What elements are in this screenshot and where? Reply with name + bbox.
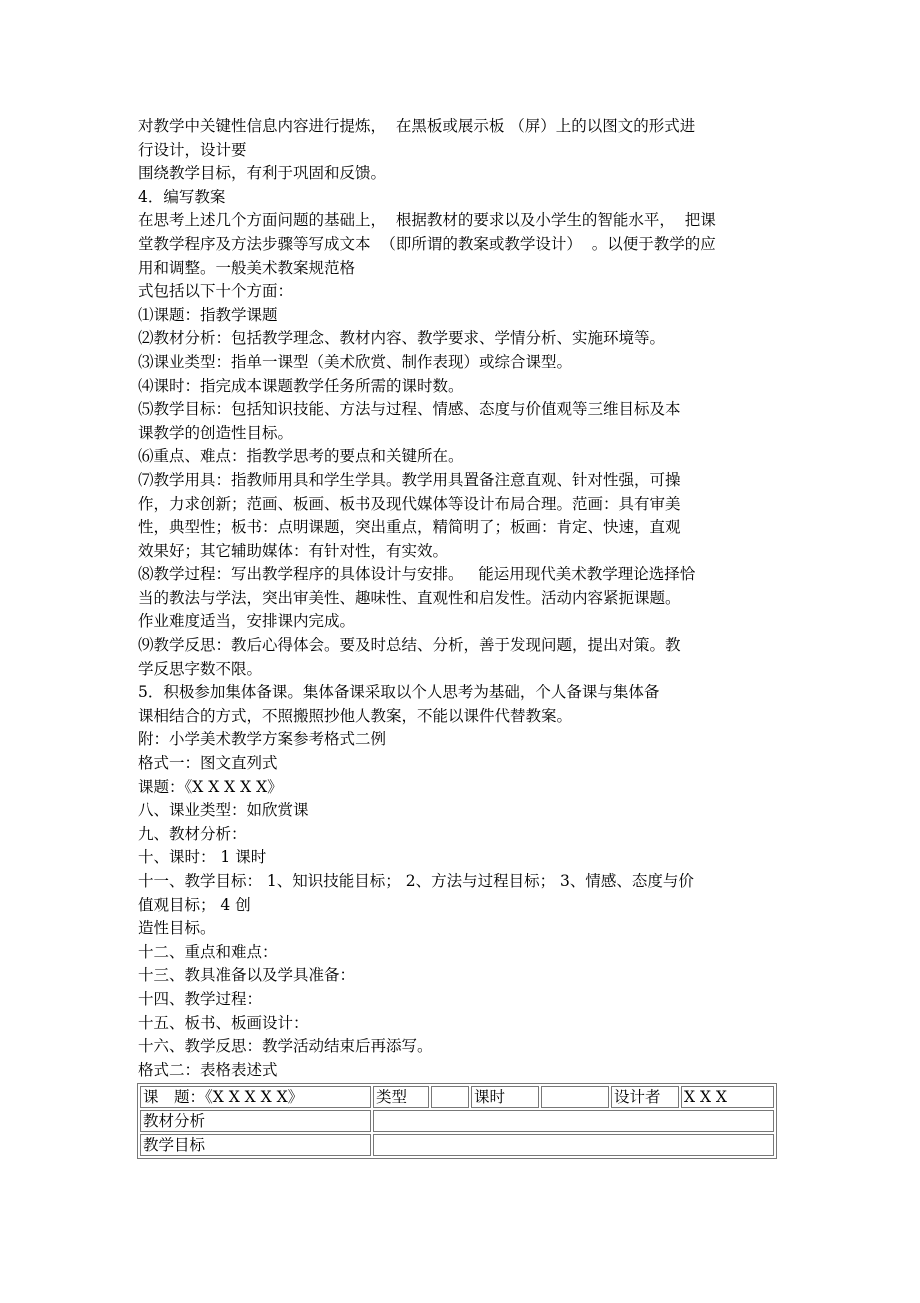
text-line: 对教学中关键性信息内容进行提炼， 在黑板或展示板 （屏）上的以图文的形式进 xyxy=(138,117,696,135)
text-line: ⑴课题：指教学课题 xyxy=(138,305,278,324)
lesson-plan-table-wrapper xyxy=(138,1083,788,1159)
text-line: 造性目标。 xyxy=(138,919,216,938)
type-label-cell: 类型 xyxy=(373,1086,429,1108)
text-line: 十三、教具准备以及学具准备： xyxy=(138,966,356,985)
text-line: 格式二：表格表述式 xyxy=(138,1060,278,1079)
text-line: 当的教法与学法，突出审美性、趣味性、直观性和启发性。活动内容紧扼课题。 xyxy=(138,588,681,607)
title-cell: 课 题：《X X X X X》 xyxy=(140,1086,371,1108)
text-line: ⑶课业类型：指单一课型（美术欣赏、制作表现）或综合课型。 xyxy=(138,352,573,371)
text-line: 5．积极参加集体备课。集体备课采取以个人思考为基础，个人备课与集体备 xyxy=(138,683,660,702)
designer-value-cell: X X X xyxy=(681,1086,774,1108)
type-value-cell xyxy=(431,1086,469,1108)
text-line: ⑵教材分析：包括教学理念、教材内容、教学要求、学情分析、实施环境等。 xyxy=(138,329,666,348)
hours-value-cell xyxy=(541,1086,609,1108)
text-line: 值观目标； 4 创 xyxy=(138,895,251,914)
text-line: 用和调整。一般美术教案规范格 xyxy=(138,258,356,277)
material-analysis-value xyxy=(373,1110,774,1132)
text-line: ⑺教学用具：指教师用具和学生学具。教学用具置备注意直观、针对性强，可操 xyxy=(138,470,681,489)
text-line: 在思考上述几个方面问题的基础上， 根据教材的要求以及小学生的智能水平， 把课 xyxy=(138,211,716,230)
designer-label-cell: 设计者 xyxy=(611,1086,679,1108)
table-row xyxy=(140,1134,774,1156)
text-line: 4．编写教案 xyxy=(138,187,226,206)
lesson-plan-table xyxy=(137,1083,777,1159)
text-line: 学反思字数不限。 xyxy=(138,659,263,678)
hours-label-cell: 课时 xyxy=(471,1086,539,1108)
text-line: 十二、重点和难点： xyxy=(138,942,278,961)
text-line: 作业难度适当，安排课内完成。 xyxy=(138,612,356,631)
text-line: 式包括以下十个方面： xyxy=(138,282,294,301)
table-row xyxy=(140,1086,774,1108)
text-line: ⑹重点、难点：指教学思考的要点和关键所在。 xyxy=(138,447,464,466)
text-line: 十六、教学反思：教学活动结束后再添写。 xyxy=(138,1037,433,1056)
text-line: 课教学的创造性目标。 xyxy=(138,423,294,442)
material-analysis-label: 教材分析 xyxy=(140,1110,371,1132)
text-line: 课相结合的方式，不照搬照抄他人教案，不能以课件代替教案。 xyxy=(138,706,573,725)
text-line: ⑼教学反思：教后心得体会。要及时总结、分析，善于发现问题，提出对策。教 xyxy=(138,636,681,655)
text-line: 作，力求创新；范画、板画、板书及现代媒体等设计布局合理。范画：具有审美 xyxy=(138,494,681,513)
text-line: 附：小学美术教学方案参考格式二例 xyxy=(138,730,387,749)
text-line: 围绕教学目标，有利于巩固和反馈。 xyxy=(138,164,387,183)
text-line: 八、课业类型：如欣赏课 xyxy=(138,801,309,820)
text-line: 十五、板书、板画设计： xyxy=(138,1013,309,1032)
text-line: 格式一：图文直列式 xyxy=(138,754,278,773)
text-line: ⑷课时：指完成本课题教学任务所需的课时数。 xyxy=(138,376,464,395)
text-line: 十、课时： 1 课时 xyxy=(138,848,267,867)
text-line: 行设计，设计要 xyxy=(138,140,247,159)
text-line: 性，典型性；板书：点明课题，突出重点，精简明了；板画：肯定、快速，直观 xyxy=(138,518,681,537)
teaching-goal-label: 教学目标 xyxy=(140,1134,371,1156)
table-row xyxy=(140,1110,774,1132)
text-line: 效果好；其它辅助媒体：有针对性，有实效。 xyxy=(138,541,449,560)
text-line: 课题：《X X X X X》 xyxy=(138,777,283,796)
text-lines xyxy=(138,115,788,1082)
document-body xyxy=(138,115,788,1159)
text-line: ⑸教学目标：包括知识技能、方法与过程、情感、态度与价值观等三维目标及本 xyxy=(138,400,681,419)
teaching-goal-value xyxy=(373,1134,774,1156)
text-line: 十一、教学目标： 1、知识技能目标； 2、方法与过程目标； 3、情感、态度与价 xyxy=(138,872,694,890)
text-line: ⑻教学过程：写出教学程序的具体设计与安排。 能运用现代美术教学理论选择恰 xyxy=(138,565,696,584)
text-line: 十四、教学过程： xyxy=(138,989,263,1008)
text-line: 堂教学程序及方法步骤等写成文本 （即所谓的教案或教学设计） 。以便于教学的应 xyxy=(138,234,716,253)
text-line: 九、教材分析： xyxy=(138,824,247,843)
